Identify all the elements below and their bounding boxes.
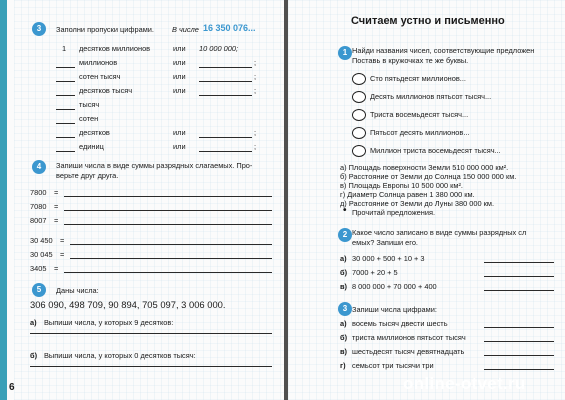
- answer-blank[interactable]: [199, 67, 252, 68]
- task3-in-number-label: В числе: [172, 25, 199, 34]
- task-number-badge: 1: [338, 46, 352, 60]
- task3-label: единиц: [79, 142, 104, 151]
- answer-blank[interactable]: [484, 262, 554, 263]
- task3-instruction: Запиши числа цифрами:: [352, 305, 437, 314]
- task2-item-expr: 30 000 + 500 + 10 + 3: [352, 254, 425, 263]
- task3-item-text: восемь тысяч двести шесть: [352, 319, 448, 328]
- answer-blank[interactable]: [484, 369, 554, 370]
- task4-number: 30 045: [30, 250, 53, 259]
- answer-blank[interactable]: [56, 123, 75, 124]
- task3-label: десятков миллионов: [79, 44, 151, 53]
- task3-semicolon: ;: [254, 142, 257, 151]
- answer-blank[interactable]: [199, 81, 252, 82]
- task3-or: или: [173, 142, 186, 151]
- task3-label: сотен: [79, 114, 99, 123]
- task2-item-label: а): [340, 254, 347, 263]
- task3-item-label: г): [340, 361, 346, 370]
- task4-number: 3405: [30, 264, 47, 273]
- equals-sign: =: [54, 188, 59, 197]
- bullet: •: [343, 205, 347, 216]
- task1-read-text: Прочитай предложения.: [352, 208, 436, 217]
- task3-semicolon: ;: [254, 86, 257, 95]
- left-margin-bar: [0, 0, 7, 400]
- task4-number: 7080: [30, 202, 47, 211]
- answer-line[interactable]: [70, 258, 272, 259]
- task3-label: десятков: [79, 128, 110, 137]
- task5-b-text: Выпиши числа, у которых 0 десятков тысяч:: [44, 351, 196, 360]
- task3-label: миллионов: [79, 58, 118, 67]
- answer-line[interactable]: [64, 224, 272, 225]
- task5-b-label: б): [30, 351, 38, 360]
- task1-option: Триста восемьдесят тысяч...: [370, 110, 469, 119]
- task3-item-text: семьсот три тысячи три: [352, 361, 434, 370]
- task3-item-label: а): [340, 319, 347, 328]
- task1-option: Десять миллионов пятьсот тысяч...: [370, 92, 492, 101]
- task2-instruction-line2: емых? Запиши его.: [352, 238, 418, 247]
- answer-blank[interactable]: [56, 67, 75, 68]
- task1-option: Миллион триста восемьдесят тысяч...: [370, 146, 501, 155]
- answer-blank[interactable]: [56, 137, 75, 138]
- task3-item-label: в): [340, 347, 348, 356]
- answer-blank[interactable]: [56, 151, 75, 152]
- task-number-badge: 5: [32, 283, 46, 297]
- answer-blank[interactable]: [484, 290, 554, 291]
- answer-oval[interactable]: [352, 73, 366, 85]
- task1-option: Сто пятьдесят миллионов...: [370, 74, 466, 83]
- answer-oval[interactable]: [352, 127, 366, 139]
- task-number-badge: 3: [32, 22, 46, 36]
- right-page-sheet: [288, 0, 565, 400]
- task3-semicolon: ;: [254, 128, 257, 137]
- task4-number: 8007: [30, 216, 47, 225]
- task1-fact: а) Площадь поверхности Земли 510 000 000 км².: [340, 163, 509, 172]
- answer-blank[interactable]: [56, 109, 75, 110]
- task3-or: или: [173, 72, 186, 81]
- task3-or: или: [173, 128, 186, 137]
- answer-blank[interactable]: [199, 137, 252, 138]
- answer-line[interactable]: [30, 333, 272, 334]
- task3-row1-value: 10 000 000;: [199, 44, 239, 53]
- task3-semicolon: ;: [254, 72, 257, 81]
- task-number-badge: 2: [338, 228, 352, 242]
- task2-item-expr: 8 000 000 + 70 000 + 400: [352, 282, 437, 291]
- answer-line[interactable]: [70, 244, 272, 245]
- equals-sign: =: [60, 250, 65, 259]
- task3-row1-digit: 1: [62, 44, 67, 53]
- task5-label: Даны числа:: [56, 286, 99, 295]
- task4-instruction-line1: Запиши числа в виде суммы разрядных слагаемых. Про-: [56, 161, 253, 170]
- task1-fact: д) Расстояние от Земли до Луны 380 000 км.: [340, 199, 495, 208]
- task-number-badge: 3: [338, 302, 352, 316]
- task2-item-label: б): [340, 268, 348, 277]
- task1-option: Пятьсот десять миллионов...: [370, 128, 470, 137]
- answer-blank[interactable]: [484, 355, 554, 356]
- task3-semicolon: ;: [254, 58, 257, 67]
- task1-fact: б) Расстояние от Земли до Солнца 150 000 000 км.: [340, 172, 517, 181]
- answer-blank[interactable]: [484, 341, 554, 342]
- task1-fact: в) Площадь Европы 10 500 000 км².: [340, 181, 463, 190]
- task-number-badge: 4: [32, 160, 46, 174]
- page-title: Считаем устно и письменно: [351, 15, 505, 27]
- task3-or: или: [173, 44, 186, 53]
- task2-instruction-line1: Какое число записано в виде суммы разрядных сл: [352, 228, 527, 237]
- answer-oval[interactable]: [352, 109, 366, 121]
- answer-blank[interactable]: [484, 327, 554, 328]
- answer-blank[interactable]: [484, 276, 554, 277]
- equals-sign: =: [54, 264, 59, 273]
- task4-instruction-line2: верьте друг друга.: [56, 171, 119, 180]
- task3-item-text: шестьдесят тысяч девятнадцать: [352, 347, 465, 356]
- task1-instruction-line1: Найди названия чисел, соответствующие предложен: [352, 46, 535, 55]
- task3-or: или: [173, 58, 186, 67]
- answer-line[interactable]: [64, 272, 272, 273]
- task5-a-label: а): [30, 318, 37, 327]
- answer-line[interactable]: [64, 196, 272, 197]
- answer-line[interactable]: [30, 366, 272, 367]
- task3-item-text: триста миллионов пятьсот тысяч: [352, 333, 466, 342]
- page-number: 6: [9, 382, 15, 393]
- task3-label: десятков тысяч: [79, 86, 133, 95]
- task2-item-label: в): [340, 282, 348, 291]
- answer-blank[interactable]: [199, 95, 252, 96]
- task3-or: или: [173, 86, 186, 95]
- watermark: online-otvet.ru: [403, 374, 526, 393]
- task3-label: сотен тысяч: [79, 72, 121, 81]
- task3-item-label: б): [340, 333, 348, 342]
- task3-label: тысяч: [79, 100, 100, 109]
- task5-given-numbers: 306 090, 498 709, 90 894, 705 097, 3 006 000.: [30, 299, 226, 310]
- equals-sign: =: [54, 202, 59, 211]
- task4-number: 30 450: [30, 236, 53, 245]
- answer-line[interactable]: [64, 210, 272, 211]
- answer-oval[interactable]: [352, 91, 366, 103]
- task4-number: 7800: [30, 188, 47, 197]
- right-page: [288, 0, 565, 400]
- task3-given-number: 16 350 076...: [203, 23, 256, 33]
- task1-fact: г) Диаметр Солнца равен 1 380 000 км.: [340, 190, 475, 199]
- task2-item-expr: 7000 + 20 + 5: [352, 268, 398, 277]
- task3-instruction: Заполни пропуски цифрами.: [56, 25, 154, 34]
- answer-blank[interactable]: [199, 151, 252, 152]
- answer-blank[interactable]: [56, 95, 75, 96]
- answer-blank[interactable]: [56, 81, 75, 82]
- task1-instruction-line2: Поставь в кружочках те же буквы.: [352, 56, 469, 65]
- equals-sign: =: [54, 216, 59, 225]
- answer-oval[interactable]: [352, 145, 366, 157]
- task5-a-text: Выпиши числа, у которых 9 десятков:: [44, 318, 174, 327]
- equals-sign: =: [60, 236, 65, 245]
